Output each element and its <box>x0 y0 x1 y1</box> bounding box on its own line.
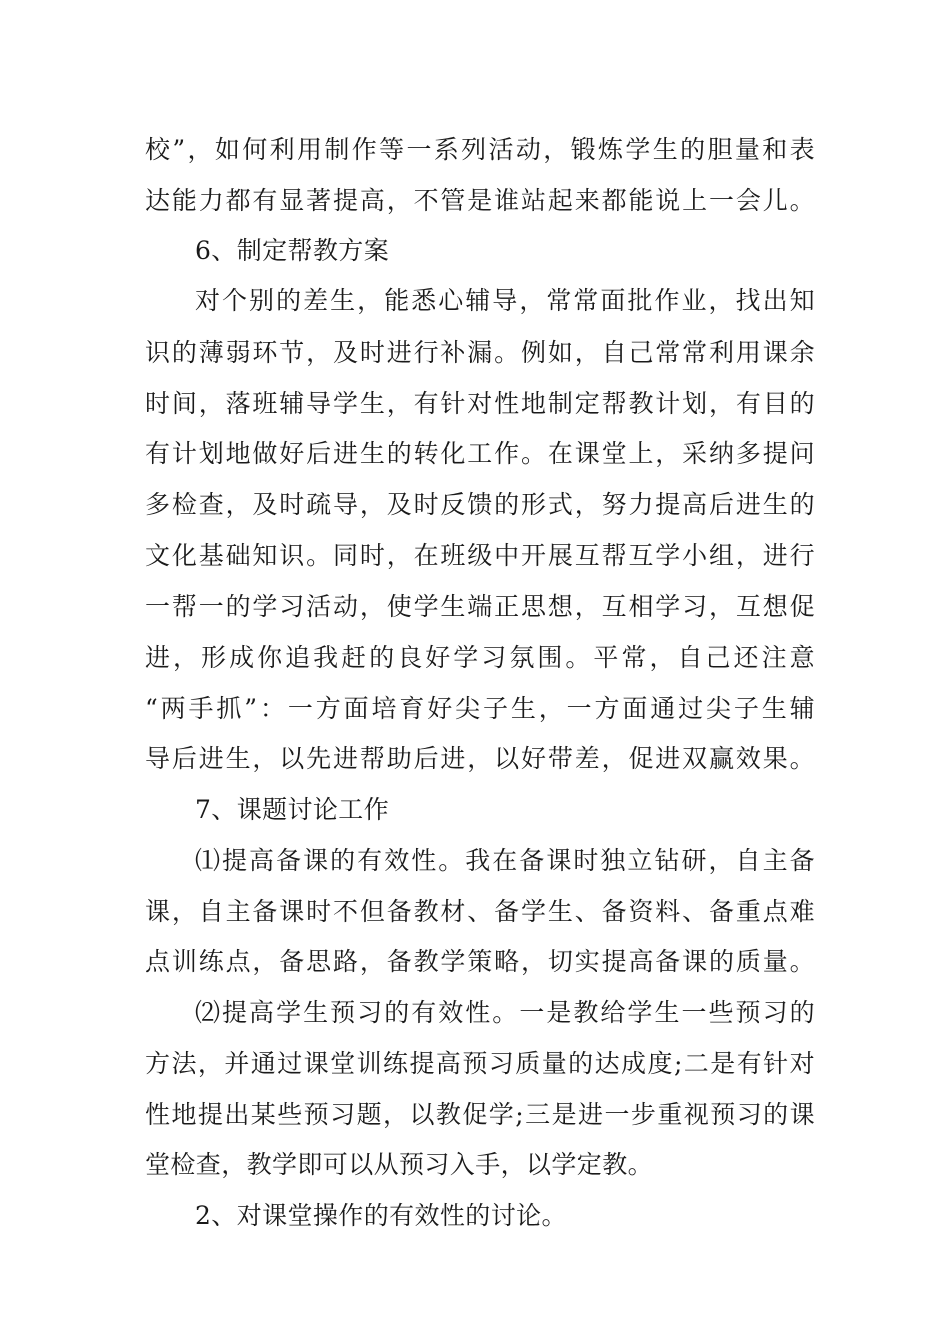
text-line: 导后进生，以先进帮助后进，以好带差，促进双赢效果。 <box>145 744 815 773</box>
text-line: 进，形成你追我赶的良好学习氛围。平常，自己还注意 <box>145 643 815 672</box>
text-line: ⑵提高学生预习的有效性。一是教给学生一些预习的 <box>195 998 815 1027</box>
text-line: “两手抓”：一方面培育好尖子生，一方面通过尖子生辅 <box>145 694 815 723</box>
text-line: 时间，落班辅导学生，有针对性地制定帮教计划，有目的 <box>145 389 815 418</box>
text-line: 校”，如何利用制作等一系列活动，锻炼学生的胆量和表 <box>145 135 815 164</box>
section-heading: 7、课题讨论工作 <box>195 795 390 824</box>
text-line: ⑴提高备课的有效性。我在备课时独立钻研，自主备 <box>195 846 815 875</box>
text-line: 达能力都有显著提高，不管是谁站起来都能说上一会儿。 <box>145 186 815 215</box>
section-heading: 6、制定帮教方案 <box>195 236 390 265</box>
text-line: 文化基础知识。同时，在班级中开展互帮互学小组，进行 <box>145 541 815 570</box>
text-line: 多检查，及时疏导，及时反馈的形式，努力提高后进生的 <box>145 490 815 519</box>
text-line: 点训练点，备思路，备教学策略，切实提高备课的质量。 <box>145 947 815 976</box>
text-line: 方法，并通过课堂训练提高预习质量的达成度;二是有针对 <box>145 1049 815 1078</box>
text-line: 识的薄弱环节，及时进行补漏。例如，自己常常利用课余 <box>145 338 815 367</box>
text-line: 性地提出某些预习题，以教促学;三是进一步重视预习的课 <box>145 1100 815 1129</box>
section-heading: 2、对课堂操作的有效性的讨论。 <box>195 1201 567 1230</box>
text-line: 一帮一的学习活动，使学生端正思想，互相学习，互想促 <box>145 592 815 621</box>
text-line: 堂检查，教学即可以从预习入手，以学定教。 <box>145 1150 654 1179</box>
text-line: 课，自主备课时不但备教材、备学生、备资料、备重点难 <box>145 897 815 926</box>
text-line: 对个别的差生，能悉心辅导，常常面批作业，找出知 <box>195 286 815 315</box>
text-line: 有计划地做好后进生的转化工作。在课堂上，采纳多提问 <box>145 439 815 468</box>
